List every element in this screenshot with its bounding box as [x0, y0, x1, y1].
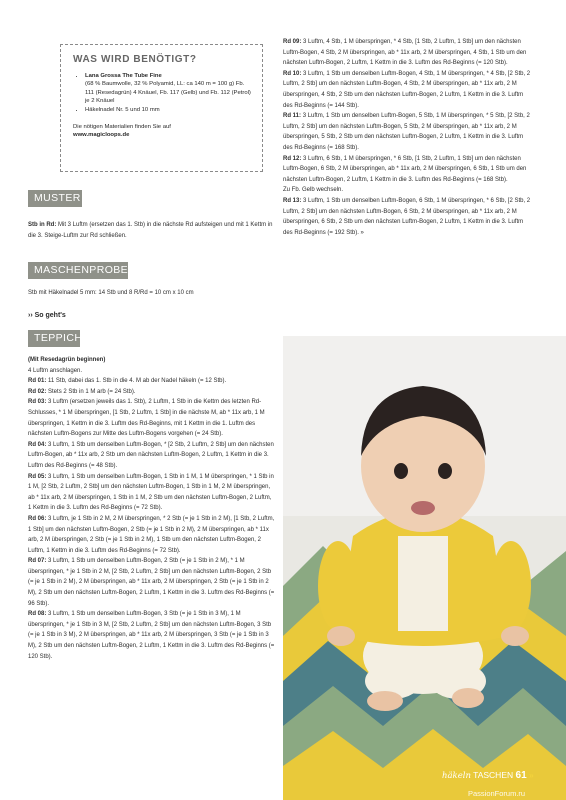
- materials-note: Die nötigen Materialien finden Sie auf www.magicloops.de: [73, 123, 252, 140]
- baby-photo: [283, 336, 566, 800]
- teppich-instructions-continued: [283, 37, 533, 238]
- round-07: Rd 07: 3 Luftm, 1 Stb um denselben Luftm-Bogen, 2 Stb (= je 1 Stb in 2 M), * 1 M überspringen, * je 1 Stb in 2 M, [2 Stb, 2 Luftm, 2 Stb] um den nächsten Luftm-Bogen, 2 Stb (= je 1 Stb in 2 M), 2 M überspringen, ab * 11x arb, 2 M überspringen, 2 Stb (= je 1 Stb in 2 M), 2 Stb um den nächsten Luftm-Bogen, 2 Luftm, 1 Kettm in die 3. Luftm des Rd-Beginns (= 96 Stb).: [28, 558, 275, 607]
- round-04: Rd 04: 3 Luftm, 1 Stb um denselben Luftm-Bogen, * [2 Stb, 2 Luftm, 2 Stb] um den nächsten Luftm-Bogen, ab * 11x arb, 2 Stb um den nächsten Luftm-Bogen, 2 Luftm, 1 Kettm in die 3. Luftm des Rd-Beginns (= 48 Stb).: [28, 441, 274, 469]
- teppich-instructions: [28, 355, 276, 662]
- watermark: PassionForum.ru: [468, 789, 526, 798]
- round-09: Rd 09: 3 Luftm, 4 Stb, 1 M überspringen, * 4 Stb, [1 Stb, 2 Luftm, 1 Stb] um den nächsten Luftm-Bogen, 4 Stb, 2 M überspringen, ab * 11x arb, 2 M überspringen, 4 Stb, 1 Stb um den nächsten Luftm-Bogen, 2 Luftm, 1 Kettm in die 3. Luftm des Rd-Beginns (= 120 Stb).: [283, 39, 527, 67]
- round-02: Rd 02: Stets 2 Stb in 1 M arb (= 24 Stb).: [28, 388, 136, 395]
- section-header-maschenprobe: MASCHENPROBE: [28, 262, 128, 279]
- footer-section: TASCHEN: [473, 770, 514, 780]
- round-08: Rd 08: 3 Luftm, 1 Stb um denselben Luftm-Bogen, 3 Stb (= je 1 Stb in 3 M), 1 M überspringen, * je 1 Stb in 3 M, [2 Stb, 2 Luftm, 2 Stb] um den nächsten Luftm-Bogen, 3 Stb (= je 1 Stb in 3 M), 2 M überspringen, ab * 11x arb, 2 M überspringen, 3 Stb (= je 1 Stb in 3 M), 2 Stb um den nächsten Luftm-Bogen, 2 Luftm, 1 Kettm in die 3. Luftm des Rd-Beginns (= 120 Stb).: [28, 611, 275, 660]
- round-01: Rd 01: 11 Stb, dabei das 1. Stb in die 4. M ab der Nadel häkeln (= 12 Stb).: [28, 378, 227, 385]
- page-footer: [442, 770, 534, 781]
- round-10: Rd 10: 3 Luftm, 1 Stb um denselben Luftm-Bogen, 4 Stb, 1 M überspringen, * 4 Stb, [2 Stb, 2 Luftm, 2 Stb] um den nächsten Luftm-Bogen, 4 Stb, 2 M überspringen, ab * 11x arb, 2 M überspringen, 4 Stb, 2 Stb um den nächsten Luftm-Bogen, 2 Luftm, 1 Kettm in die 3. Luftm des Rd-Beginns (= 144 Stb).: [283, 70, 531, 109]
- round-11: Rd 11: 3 Luftm, 1 Stb um denselben Luftm-Bogen, 5 Stb, 1 M überspringen, * 5 Stb, [2 Stb, 2 Luftm, 2 Stb] um den nächsten Luftm-Bogen, 5 Stb, 2 M überspringen, ab * 11x arb, 2 M überspringen, 5 Stb, 2 Stb um den nächsten Luftm-Bogen, 2 Luftm, 1 Kettm in die 3. Luftm des Rd-Beginns (= 168 Stb).: [283, 113, 530, 151]
- materials-link[interactable]: www.magicloops.de: [73, 132, 130, 139]
- round-05: Rd 05: 3 Luftm, 1 Stb um denselben Luftm-Bogen, 1 Stb in 1 M, 1 M überspringen, * 1 Stb in 1 M, [2 Stb, 2 Luftm, 2 Stb] um den nächsten Luftm-Bogen, 1 Stb in 1 M, 2 M überspringen, ab * 11x arb, 2 M überspringen, 1 Stb in 1 M, 2 Stb um den nächsten Luftm-Bogen, 2 Luftm, 1 Kettm in die 3. Luftm des Rd-Beginns (= 72 Stb).: [28, 473, 274, 512]
- materials-item-hook: • Häkelnadel Nr. 5 und 10 mm: [85, 106, 252, 114]
- footer-brand: häkeln: [442, 771, 471, 781]
- round-06: Rd 06: 3 Luftm, je 1 Stb in 2 M, 2 M überspringen, * 2 Stb (= je 1 Stb in 2 M), [1 Stb, 2 Luftm, 1 Stb] um den nächsten Luftm-Bogen, 2 Stb (= je 1 Stb in 2 M), 2 M überspringen, ab * 11x arb, 2 M überspringen, 2 Stb (= je 1 Stb in 2 M), 1 Stb um den nächsten Luftm-Bogen, 2 Luftm, 1 Kettm in die 3. Luftm des Rd-Beginns (= 72 Stb).: [28, 515, 275, 554]
- maschenprobe-text: Stb mit Häkelnadel 5 mm: 14 Stb und 8 R/Rd = 10 cm x 10 cm: [28, 290, 194, 296]
- round-13: Rd 13: 3 Luftm, 1 Stb um denselben Luftm-Bogen, 6 Stb, 1 M überspringen, * 6 Stb, [2 Stb, 2 Luftm, 2 Stb] um den nächsten Luftm-Bogen, 6 Stb, 2 M überspringen, ab * 11x arb, 2 M überspringen, 6 Stb, 2 Stb um den nächsten Luftm-Bogen, 2 Luftm, 1 Kettm in die 3. Luftm des Rd-Beginns (= 192 Stb). »: [283, 197, 531, 236]
- materials-list: [73, 72, 252, 114]
- round-03: Rd 03: 3 Luftm (ersetzen jeweils das 1. Stb), 2 Luftm, 1 Stb in die Kettm des letzten Rd-Schlusses, * 1 M überspringen, [1 Stb, 2 Luftm, 1 Stb] in die nächste M, ab * 11x arb, 1 M überspringen, 1 Kettm in die 3. Luftm des Rd-Beginns, mit 1 Kettm in die 1. Luftm des nächsten Luftm-Bogens zur Mitte des Luftm-Bogens vorgehen (= 24 Stb).: [28, 399, 265, 438]
- so-gehts-label: ›› So geht's: [28, 312, 66, 319]
- page-number: 61: [515, 770, 527, 781]
- materials-item-yarn: • Lana Grossa The Tube Fine (68 % Baumwolle, 32 % Polyamid, LL: ca 140 m = 100 g) Fb. 111 (Resedagrün) 4 Knäuel, Fb. 117 (Gelb) und Fb. 112 (Petrol) je 2 Knäuel: [85, 72, 252, 106]
- continue-arrows-icon: »: [529, 770, 534, 780]
- teppich-intro: (Mit Resedagrün beginnen) 4 Luftm anschlagen.: [28, 357, 106, 374]
- materials-title: WAS WIRD BENÖTIGT?: [73, 54, 197, 65]
- round-12: Rd 12: 3 Luftm, 6 Stb, 1 M überspringen, * 6 Stb, [1 Stb, 2 Luftm, 1 Stb] um den nächsten Luftm-Bogen, 6 Stb, 2 M überspringen, ab * 11x arb, 2 M überspringen, 6 Stb, 1 Stb um den nächsten Luftm-Bogen, 2 Luftm, 1 Kettm in die 3. Luftm des Rd-Beginns (= 168 Stb). Zu Fb. Gelb wechseln.: [283, 155, 527, 194]
- section-header-muster: MUSTER: [28, 190, 82, 207]
- section-header-teppich: TEPPICH: [28, 330, 80, 347]
- materials-box: [60, 44, 263, 172]
- color-change-note: Zu Fb. Gelb wechseln.: [283, 187, 344, 194]
- muster-text: Stb in Rd: Mit 3 Luftm (ersetzen das 1. Stb) in die nächste Rd aufsteigen und mit 1 Kettm in die 3. Steige-Luftm zur Rd schließen.: [28, 222, 273, 239]
